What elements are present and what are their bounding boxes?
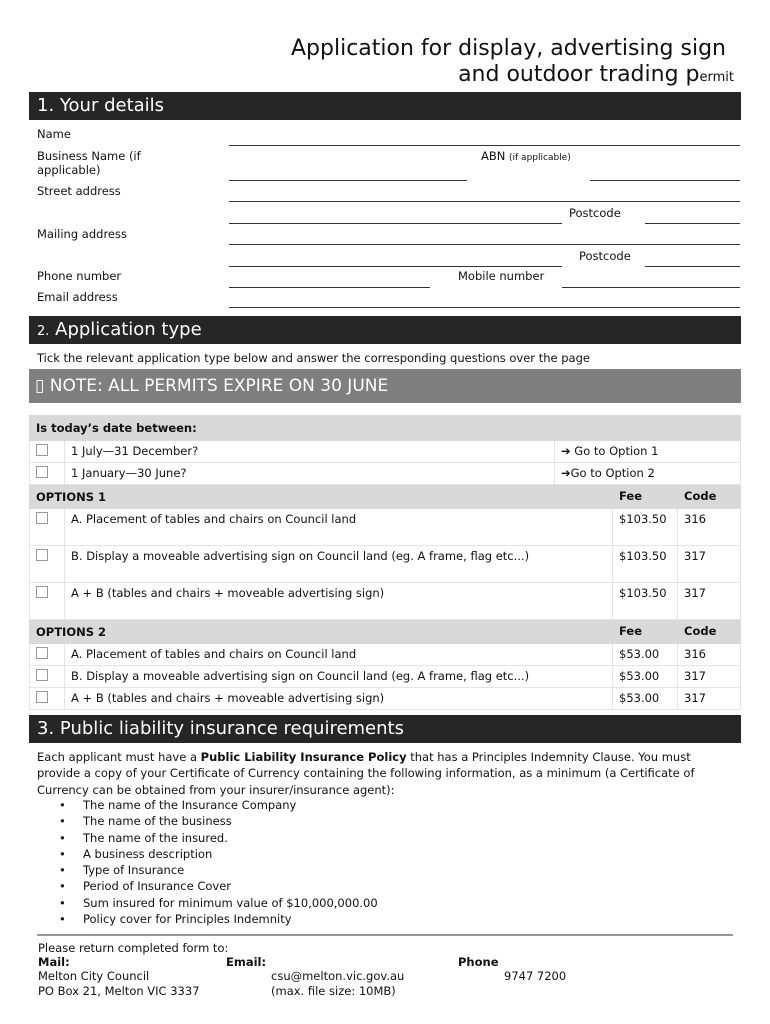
goto-option-1: ➔ Go to Option 1	[555, 441, 741, 463]
table-row	[30, 546, 741, 583]
option-code: 316	[678, 509, 741, 546]
mobile-number-field[interactable]	[562, 287, 740, 288]
option-fee: $53.00	[613, 644, 678, 666]
mobile-number-label: Mobile number	[458, 269, 545, 283]
list-item: • The name of the Insurance Company	[37, 797, 727, 813]
mail-line-1: Melton City Council	[38, 969, 150, 983]
permit-expiry-note	[29, 369, 741, 403]
form-title-line1: Application for display, advertising sign	[290, 36, 726, 61]
options-1-table	[29, 485, 741, 620]
option-fee: $53.00	[613, 666, 678, 688]
email-address-label: Email address	[37, 290, 118, 304]
table-row	[30, 509, 741, 546]
postcode-field-1[interactable]	[645, 223, 740, 224]
table-row	[30, 583, 741, 620]
section-1-header	[29, 92, 741, 120]
return-instruction: Please return completed form to:	[38, 941, 229, 955]
option-label: B. Display a moveable advertising sign on Council land (eg. A frame, flag etc...)	[65, 666, 613, 688]
option-fee: $53.00	[613, 688, 678, 710]
postcode-label-2: Postcode	[579, 249, 631, 263]
phone-number-field[interactable]	[229, 287, 430, 288]
section-1-title: Your details	[59, 95, 165, 116]
business-name-field[interactable]	[229, 180, 467, 181]
mailing-address-field-line1[interactable]	[229, 244, 740, 245]
application-type-instruction: Tick the relevant application type below and answer the corresponding questions over the page	[37, 351, 590, 365]
goto-option-2: ➔Go to Option 2	[555, 463, 741, 485]
date-row	[30, 441, 741, 463]
list-item: • Period of Insurance Cover	[37, 878, 727, 894]
name-field[interactable]	[229, 145, 740, 146]
option-code: 317	[678, 583, 741, 620]
option1-a-checkbox[interactable]	[36, 512, 48, 524]
list-item: • Policy cover for Principles Indemnity	[37, 911, 727, 927]
option-code: 317	[678, 666, 741, 688]
code-header: Code	[678, 486, 741, 509]
note-text: NOTE: ALL PERMITS EXPIRE ON 30 JUNE	[49, 376, 389, 396]
email-label: Email:	[226, 955, 267, 969]
table-row	[30, 666, 741, 688]
table-row	[30, 688, 741, 710]
contact-phone: 9747 7200	[504, 969, 567, 983]
option-code: 317	[678, 688, 741, 710]
street-address-field-line1[interactable]	[229, 201, 740, 202]
options-2-title: OPTIONS 2	[30, 621, 613, 644]
email-address-field[interactable]	[229, 307, 740, 308]
form-title-line2: and outdoor trading permit	[458, 62, 734, 87]
footer-divider	[37, 934, 733, 936]
postcode-label-1: Postcode	[569, 206, 621, 220]
option-label: B. Display a moveable advertising sign on Council land (eg. A frame, flag etc...)	[65, 546, 613, 583]
option1-ab-checkbox[interactable]	[36, 586, 48, 598]
note-icon: ▯	[35, 376, 45, 396]
option-fee: $103.50	[613, 583, 678, 620]
date-question-table	[29, 415, 741, 485]
date-question: Is today’s date between:	[30, 416, 741, 441]
street-address-field-line2[interactable]	[229, 223, 562, 224]
option-label: A. Placement of tables and chairs on Council land	[65, 509, 613, 546]
date-option-label: 1 January—30 June?	[65, 463, 555, 485]
option-code: 316	[678, 644, 741, 666]
section-2-title: Application type	[55, 319, 202, 340]
fee-header: Fee	[613, 621, 678, 644]
option1-b-checkbox[interactable]	[36, 549, 48, 561]
mailing-address-label: Mailing address	[37, 227, 127, 241]
street-address-label: Street address	[37, 184, 121, 198]
section-3-header	[29, 715, 741, 743]
date-checkbox-1[interactable]	[36, 444, 48, 456]
name-label: Name	[37, 127, 71, 141]
option-label: A + B (tables and chairs + moveable advertising sign)	[65, 688, 613, 710]
fee-header: Fee	[613, 486, 678, 509]
option2-a-checkbox[interactable]	[36, 647, 48, 659]
mail-line-2: PO Box 21, Melton VIC 3337	[38, 984, 200, 998]
insurance-requirements-list	[37, 797, 727, 927]
options-1-title: OPTIONS 1	[30, 486, 613, 509]
section-1-number: 1.	[37, 95, 55, 116]
option2-b-checkbox[interactable]	[36, 669, 48, 681]
section-3-number: 3.	[37, 718, 55, 739]
code-header: Code	[678, 621, 741, 644]
email-size-note: (max. file size: 10MB)	[271, 984, 396, 998]
list-item: • The name of the business	[37, 813, 727, 829]
abn-note: (if applicable)	[509, 153, 571, 163]
section-2-number: 2.	[37, 324, 50, 339]
options-2-table	[29, 620, 741, 710]
abn-label: ABN (if applicable)	[481, 149, 571, 163]
date-checkbox-2[interactable]	[36, 466, 48, 478]
phone-label: Phone	[458, 955, 499, 969]
insurance-intro: Each applicant must have a Public Liability Insurance Policy that has a Principles Indemnity Clause. You must provide a copy of your Certificate of Currency containing the following information, as a minimum (a Certificate of Currency can be obtained from your insurer/insurance agent):	[37, 750, 695, 797]
list-item: • Type of Insurance	[37, 862, 727, 878]
section-2-header	[29, 316, 741, 344]
mail-label: Mail:	[38, 955, 70, 969]
option-label: A. Placement of tables and chairs on Council land	[65, 644, 613, 666]
option-label: A + B (tables and chairs + moveable advertising sign)	[65, 583, 613, 620]
abn-field[interactable]	[590, 180, 740, 181]
mailing-address-field-line2[interactable]	[229, 266, 562, 267]
list-item: • A business description	[37, 846, 727, 862]
date-option-label: 1 July—31 December?	[65, 441, 555, 463]
date-row	[30, 463, 741, 485]
business-name-label: Business Name (if applicable)	[37, 149, 141, 177]
section-3-title: Public liability insurance requirements	[59, 718, 404, 739]
option-code: 317	[678, 546, 741, 583]
option-fee: $103.50	[613, 509, 678, 546]
list-item: • The name of the insured.	[37, 830, 727, 846]
table-row	[30, 644, 741, 666]
list-item: • Sum insured for minimum value of $10,000,000.00	[37, 895, 727, 911]
option2-ab-checkbox[interactable]	[36, 691, 48, 703]
postcode-field-2[interactable]	[645, 266, 740, 267]
contact-email: csu@melton.vic.gov.au	[271, 969, 405, 983]
option-fee: $103.50	[613, 546, 678, 583]
phone-number-label: Phone number	[37, 269, 122, 283]
